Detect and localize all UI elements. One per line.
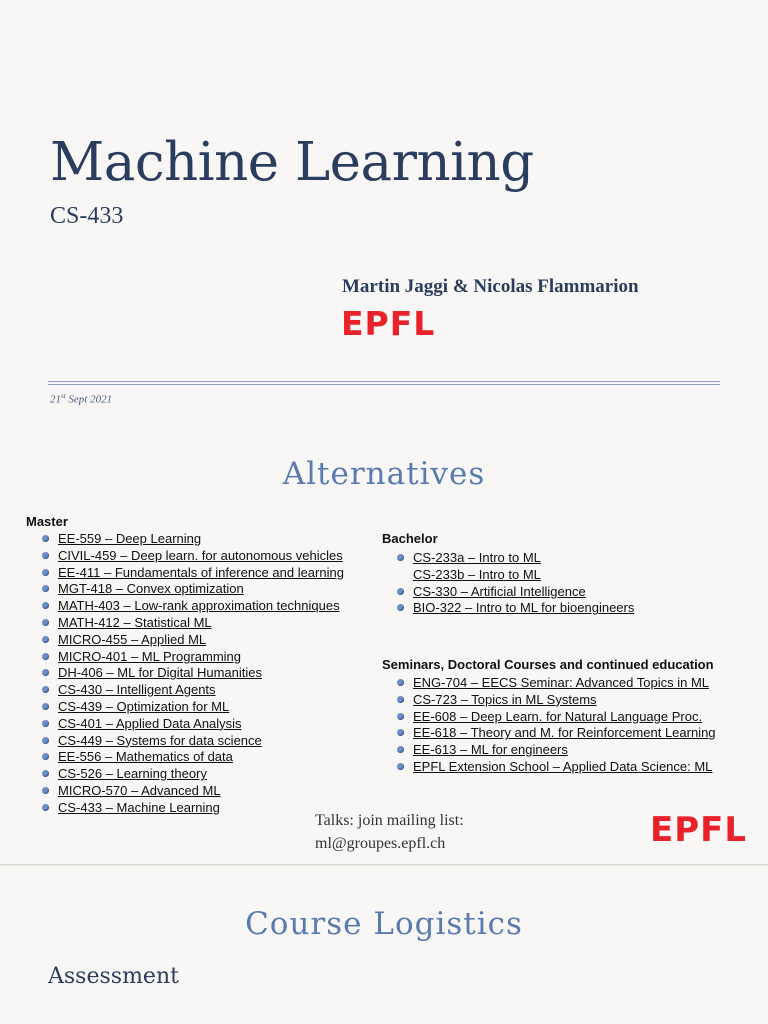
course-item (42, 665, 344, 682)
talks-note (315, 809, 464, 855)
course-item (397, 759, 716, 776)
course-item (42, 581, 344, 598)
course-item (42, 800, 344, 817)
date-suffix: st (61, 392, 66, 400)
bachelor-heading: Bachelor (382, 531, 438, 546)
course-item (397, 725, 716, 742)
course-item (42, 548, 344, 565)
course-link[interactable]: CS-526 – Learning theory (58, 766, 207, 782)
course-link[interactable]: EE-559 – Deep Learning (58, 531, 202, 546)
course-link[interactable]: CS-233b – Intro to ML (413, 566, 541, 582)
course-item (397, 742, 716, 759)
alternatives-slide (0, 432, 768, 864)
course-item (42, 632, 344, 649)
course-item (397, 567, 634, 584)
course-item (42, 682, 344, 699)
talks-text: Talks: join mailing list: (315, 812, 464, 829)
epfl-logo: EPFL (341, 304, 436, 343)
bullet-icon (42, 787, 49, 794)
bullet-icon (42, 585, 49, 592)
course-link[interactable]: ENG-704 – EECS Seminar: Advanced Topics in ML (413, 675, 710, 690)
bullet-icon (42, 653, 49, 660)
master-heading: Master (26, 514, 68, 529)
bullet-icon (397, 588, 404, 595)
course-item (397, 675, 716, 692)
divider-line (48, 384, 720, 385)
course-link[interactable]: CS-401 – Applied Data Analysis (58, 715, 242, 731)
course-item (42, 749, 344, 766)
course-link[interactable]: EE-556 – Mathematics of data (58, 749, 233, 765)
bullet-icon (42, 569, 49, 576)
bullet-icon (397, 696, 404, 703)
bullet-icon (397, 729, 404, 736)
course-link[interactable]: BIO-322 – Intro to ML for bioengineers (413, 600, 635, 616)
seminars-heading: Seminars, Doctoral Courses and continued education (382, 657, 714, 672)
epfl-logo: EPFL (650, 810, 748, 850)
date-day: 21 (50, 393, 61, 406)
bullet-icon (42, 720, 49, 727)
course-link[interactable]: MICRO-570 – Advanced ML (58, 782, 221, 798)
bullet-icon (397, 604, 404, 611)
seminar-course-list (397, 675, 716, 776)
course-link[interactable]: CS-449 – Systems for data science (58, 732, 262, 748)
course-link[interactable]: CS-233a – Intro to ML (413, 550, 541, 565)
course-link[interactable]: EE-613 – ML for engineers (413, 742, 568, 758)
course-item (42, 716, 344, 733)
course-item (42, 531, 344, 548)
course-code: CS-433 (50, 203, 124, 229)
master-course-list (42, 531, 344, 817)
course-link[interactable]: CS-433 – Machine Learning (58, 799, 220, 815)
bullet-icon (397, 763, 404, 770)
bullet-icon (42, 770, 49, 777)
bullet-icon (397, 679, 404, 686)
course-item (397, 584, 634, 601)
course-link[interactable]: MATH-403 – Low-rank approximation techniques (58, 598, 340, 614)
bullet-icon (397, 554, 404, 561)
bullet-icon (42, 703, 49, 710)
section-title: Alternatives (282, 456, 486, 492)
course-item (42, 699, 344, 716)
course-item (42, 783, 344, 800)
bullet-icon (42, 686, 49, 693)
assessment-heading: Assessment (48, 964, 179, 989)
authors: Martin Jaggi & Nicolas Flammarion (342, 276, 639, 297)
course-link[interactable]: EPFL Extension School – Applied Data Science: ML (413, 758, 713, 774)
course-link[interactable]: DH-406 – ML for Digital Humanities (58, 665, 262, 681)
bullet-icon (397, 746, 404, 753)
course-link[interactable]: MICRO-455 – Applied ML (58, 631, 207, 647)
bullet-icon (42, 552, 49, 559)
date-rest: Sept 2021 (65, 393, 113, 406)
bullet-icon (42, 602, 49, 609)
bullet-icon (42, 804, 49, 811)
course-item (42, 615, 344, 632)
course-item (397, 550, 634, 567)
course-link[interactable]: EE-608 – Deep Learn. for Natural Language Proc. (413, 708, 703, 724)
bullet-icon (42, 535, 49, 542)
course-item (42, 649, 344, 666)
course-link[interactable]: CS-723 – Topics in ML Systems (413, 691, 597, 707)
mailing-list-email[interactable]: ml@groupes.epfl.ch (315, 835, 446, 852)
course-item (397, 709, 716, 726)
course-item (42, 565, 344, 582)
divider-line (48, 381, 720, 382)
course-link[interactable]: MICRO-401 – ML Programming (58, 648, 242, 664)
course-link[interactable]: CS-439 – Optimization for ML (58, 698, 230, 714)
course-link[interactable]: MGT-418 – Convex optimization (58, 581, 244, 597)
slide-date (50, 392, 112, 406)
bachelor-course-list (397, 550, 634, 617)
bullet-icon (42, 619, 49, 626)
course-link[interactable]: MATH-412 – Statistical ML (58, 614, 212, 630)
course-link[interactable]: CIVIL-459 – Deep learn. for autonomous vehicles (58, 547, 343, 563)
course-link[interactable]: CS-430 – Intelligent Agents (58, 682, 216, 698)
course-item (42, 766, 344, 783)
course-link[interactable]: EE-618 – Theory and M. for Reinforcement Learning (413, 725, 716, 741)
logistics-slide (0, 866, 768, 1024)
course-item (42, 733, 344, 750)
course-item (42, 598, 344, 615)
slide-title: Machine Learning (50, 132, 534, 193)
bullet-icon (42, 669, 49, 676)
bullet-icon (397, 713, 404, 720)
course-item (397, 692, 716, 709)
section-title: Course Logistics (245, 906, 523, 942)
course-item (397, 600, 634, 617)
course-link[interactable]: EE-411 – Fundamentals of inference and learning (58, 564, 344, 580)
course-link[interactable]: CS-330 – Artificial Intelligence (413, 583, 586, 599)
bullet-icon (42, 636, 49, 643)
bullet-icon (42, 737, 49, 744)
title-slide (0, 0, 768, 432)
bullet-icon (42, 753, 49, 760)
